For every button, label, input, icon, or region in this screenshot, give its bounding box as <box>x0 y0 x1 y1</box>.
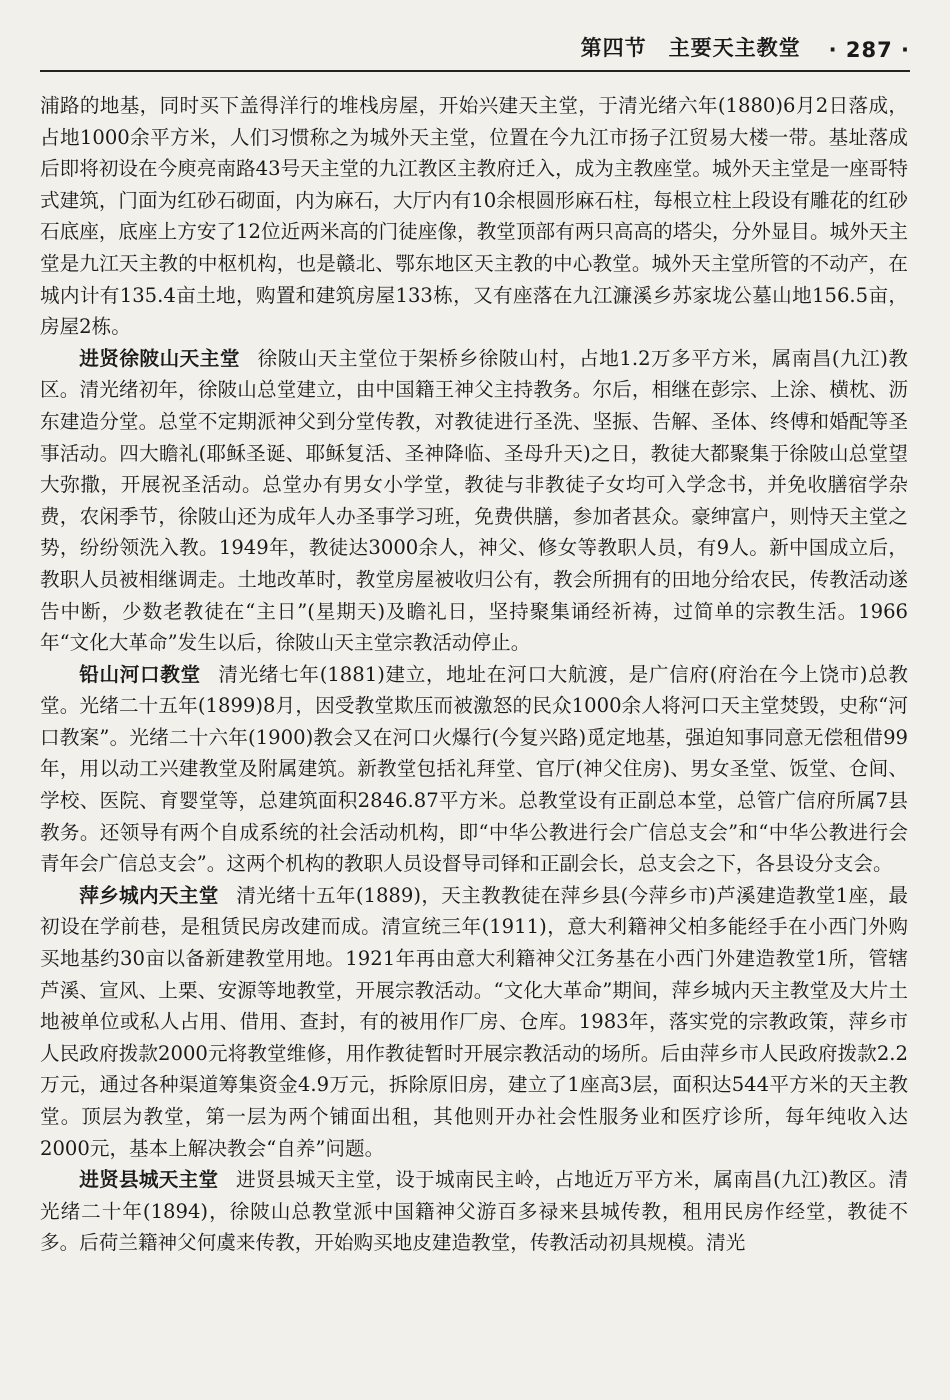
page-number: · 287 · <box>828 38 910 62</box>
paragraph-jinxian <box>40 1164 908 1259</box>
section-number: 第四节 <box>580 36 647 60</box>
body-text <box>40 90 908 1259</box>
running-header <box>40 22 910 72</box>
paragraph-xubishan <box>40 343 908 659</box>
paragraph-pingxiang <box>40 880 908 1164</box>
paragraph-text: 浦路的地基，同时买下盖得洋行的堆栈房屋，开始兴建天主堂，于清光绪六年(1880)6月2日落成，占地1000余平方米，人们习惯称之为城外天主堂，位置在今九江市扬子江贸易大楼一带。基址落成后即将初设在今庾亮南路43号天主堂的九江教区主教府迁入，成为主教座堂。城外天主堂是一座哥特式建筑，门面为红砂石砌面，内为麻石，大厅内有10余根圆形麻石柱，每根立柱上段设有雕花的红砂石底座，底座上方安了12位近两米高的门徒座像，教堂顶部有两只高高的塔尖，分外显目。城外天主堂是九江天主教的中枢机构，也是赣北、鄂东地区天主教的中心教堂。城外天主堂所管的不动产，在城内计有135.4亩土地，购置和建筑房屋133栋，又有座落在九江濂溪乡苏家垅公墓山地156.5亩，房屋2栋。 <box>40 94 908 339</box>
paragraph-text: 徐陂山天主堂位于架桥乡徐陂山村，占地1.2万多平方米，属南昌(九江)教区。清光绪初年，徐陂山总堂建立，由中国籍王神父主持教务。尔后，相继在彭宗、上涂、横枕、沥东建造分堂。总堂不定期派神父到分堂传教，对教徒进行圣洗、坚振、告解、圣体、终傅和婚配等圣事活动。四大瞻礼(耶稣圣诞、耶稣复活、圣神降临、圣母升天)之日，教徒大都聚集于徐陂山总堂望大弥撒，开展祝圣活动。总堂办有男女小学堂，教徒与非教徒子女均可入学念书，并免收膳宿学杂费，农闲季节，徐陂山还为成年人办圣事学习班，免费供膳，参加者甚众。豪绅富户，则恃天主堂之势，纷纷领洗入教。1949年，教徒达3000余人，神父、修女等教职人员，有9人。新中国成立后，教职人员被相继调走。土地改革时，教堂房屋被收归公有，教会所拥有的田地分给农民，传教活动遂告中断，少数老教徒在“主日”(星期天)及瞻礼日，坚持聚集诵经祈祷，过简单的宗教生活。1966年“文化大革命”发生以后，徐陂山天主堂宗教活动停止。 <box>40 346 909 655</box>
paragraph-text: 进贤县城天主堂，设于城南民主岭，占地近万平方米，属南昌(九江)教区。清光绪二十年(1894)，徐陂山总教堂派中国籍神父游百多禄来县城传教，租用民房作经堂，教徒不多。后荷兰籍神父何虞来传教，开始购买地皮建造教堂，传教活动初具规模。清光 <box>40 1168 908 1255</box>
paragraph-hekou <box>40 659 908 880</box>
paragraph-heading: 铅山河口教堂 <box>79 662 201 686</box>
paragraph-text: 清光绪七年(1881)建立，地址在河口大航渡，是广信府(府治在今上饶市)总教堂。光绪二十五年(1899)8月，因受教堂欺压而被激怒的民众1000余人将河口天主堂焚毁，史称“河口教案”。光绪二十六年(1900)教会又在河口火爆行(今复兴路)觅定地基，强迫知事同意无偿租借99年，用以动工兴建教堂及附属建筑。新教堂包括礼拜堂、官厅(神父住房)、男女圣堂、饭堂、仓间、学校、医院、育婴堂等，总建筑面积2846.87平方米。总教堂设有正副总本堂，总管广信府所属7县教务。还领导有两个自成系统的社会活动机构，即“中华公教进行会广信总支会”和“中华公教进行会青年会广信总支会”。这两个机构的教职人员设督导司铎和正副会长，总支会之下，各县设分支会。 <box>40 662 908 876</box>
paragraph-heading: 萍乡城内天主堂 <box>79 883 219 907</box>
paragraph-heading: 进贤县城天主堂 <box>79 1168 219 1192</box>
paragraph-heading: 进贤徐陂山天主堂 <box>79 346 240 370</box>
section-title: 主要天主教堂 <box>668 36 801 60</box>
paragraph-continued <box>40 90 908 343</box>
paragraph-text: 清光绪十五年(1889)，天主教教徒在萍乡县(今萍乡市)芦溪建造教堂1座，最初设在学前巷，是租赁民房改建而成。清宣统三年(1911)，意大利籍神父柏多能经手在小西门外购买地基约30亩以备新建教堂用地。1921年再由意大利籍神父江务基在小西门外建造教堂1所，管辖芦溪、宣风、上栗、安源等地教堂，开展宗教活动。“文化大革命”期间，萍乡城内天主教堂及大片土地被单位或私人占用、借用、查封，有的被用作厂房、仓库。1983年，落实党的宗教政策，萍乡市人民政府拨款2000元将教堂维修，用作教徒暂时开展宗教活动的场所。后由萍乡市人民政府拨款2.2万元，通过各种渠道筹集资金4.9万元，拆除原旧房，建立了1座高3层，面积达544平方米的天主教堂。顶层为教堂，第一层为两个铺面出租，其他则开办社会性服务业和医疗诊所，每年纯收入达2000元，基本上解决教会“自养”问题。 <box>40 883 908 1160</box>
